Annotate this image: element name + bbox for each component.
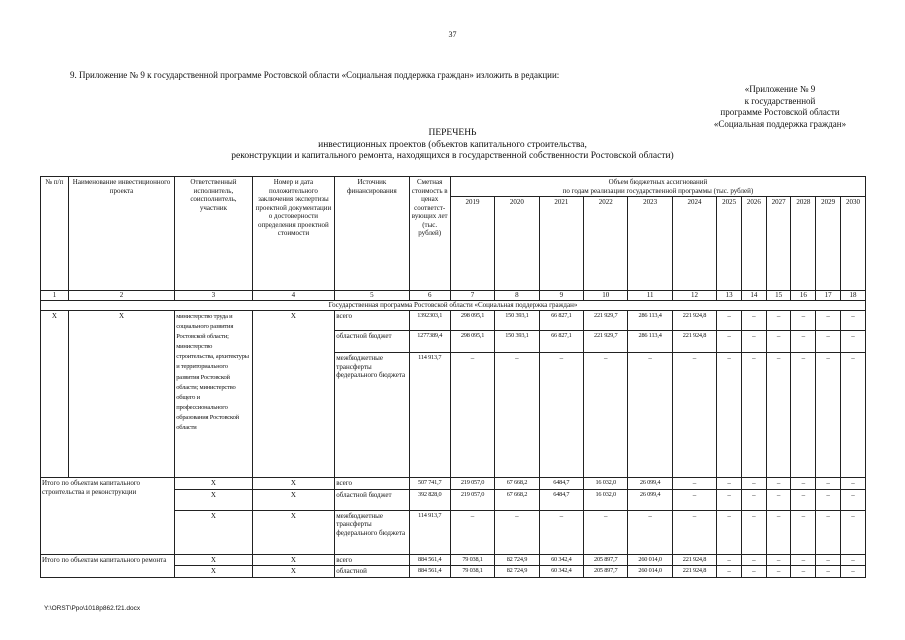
executor-cell: Х [175, 510, 252, 554]
value-cell: 79 038,1 [450, 554, 494, 566]
table-row [41, 311, 866, 331]
cost-cell: 114 913,7 [409, 353, 450, 478]
value-cell: 16 032,0 [584, 489, 628, 510]
value-cell: – [717, 489, 742, 510]
value-cell: – [741, 489, 766, 510]
value-cell: – [791, 510, 816, 554]
row-num: Х [41, 311, 69, 478]
table-header-row [41, 177, 866, 197]
value-cell: – [766, 554, 791, 566]
year-2023: 2023 [628, 197, 672, 291]
value-cell: 221 924,8 [672, 554, 716, 566]
value-cell: – [791, 489, 816, 510]
value-cell: – [816, 331, 841, 353]
value-cell: – [717, 478, 742, 490]
value-cell: – [841, 478, 866, 490]
value-cell: – [539, 353, 583, 478]
expertise-cell: Х [252, 478, 335, 490]
value-cell: – [766, 510, 791, 554]
value-cell: – [766, 566, 791, 578]
value-cell: – [791, 331, 816, 353]
source-cell: областной бюджет [335, 331, 409, 353]
value-cell: – [450, 353, 494, 478]
value-cell: – [717, 353, 742, 478]
value-cell: – [841, 510, 866, 554]
value-cell: 150 393,1 [495, 311, 539, 331]
header-cost: Сметная стоимость в ценах соответст-вующих лет (тыс. рублей) [409, 177, 450, 291]
value-cell: – [495, 510, 539, 554]
value-cell: 67 668,2 [495, 489, 539, 510]
year-2028: 2028 [791, 197, 816, 291]
value-cell: 82 724,9 [495, 566, 539, 578]
column-index-row [41, 291, 866, 301]
value-cell: – [717, 554, 742, 566]
value-cell: 6484,7 [539, 478, 583, 490]
value-cell: – [672, 353, 716, 478]
value-cell: – [791, 566, 816, 578]
source-cell: областной бюджет [335, 489, 409, 510]
cost-cell: 392 828,0 [409, 489, 450, 510]
heading-title: ПЕРЕЧЕНЬ [428, 128, 477, 138]
value-cell: 221 924,8 [672, 566, 716, 578]
value-cell: – [717, 331, 742, 353]
year-2027: 2027 [766, 197, 791, 291]
year-2024: 2024 [672, 197, 716, 291]
value-cell: – [672, 489, 716, 510]
index-cell: 5 [335, 291, 409, 301]
index-cell: 12 [672, 291, 716, 301]
value-cell: 205 897,7 [584, 566, 628, 578]
value-cell: – [741, 566, 766, 578]
program-title-row [41, 301, 866, 311]
value-cell: 221 924,8 [672, 311, 716, 331]
value-cell: 60 342,4 [539, 566, 583, 578]
value-cell: 221 924,8 [672, 331, 716, 353]
value-cell: – [741, 510, 766, 554]
source-cell: всего [335, 311, 409, 331]
value-cell: 6484,7 [539, 489, 583, 510]
value-cell: – [672, 510, 716, 554]
header-expertise: Номер и дата положительного заключения экспертизы проектной документации о достоверности определения проектной стоимости [252, 177, 335, 291]
index-cell: 10 [584, 291, 628, 301]
table-row [41, 478, 866, 490]
expertise-cell: Х [252, 311, 335, 478]
intro-paragraph: 9. Приложение № 9 к государственной программе Ростовской области «Социальная поддержка граждан» изложить в редакции: [70, 70, 560, 80]
index-cell: 15 [766, 291, 791, 301]
value-cell: 16 032,0 [584, 478, 628, 490]
appendix-note [680, 84, 880, 130]
value-cell: 286 113,4 [628, 331, 672, 353]
index-cell: 16 [791, 291, 816, 301]
index-cell: 18 [841, 291, 866, 301]
appendix-line-2: к государственной [744, 95, 816, 106]
value-cell: 260 014,0 [628, 554, 672, 566]
source-cell: всего [335, 554, 409, 566]
value-cell: 60 342,4 [539, 554, 583, 566]
header-volume-title: Объем бюджетных ассигнований [608, 178, 708, 186]
index-cell: 7 [450, 291, 494, 301]
total-construction-label: Итого по объектам капитального строительства и реконструкции [41, 478, 175, 555]
value-cell: – [791, 478, 816, 490]
value-cell: – [741, 353, 766, 478]
executor-cell: Х [175, 566, 252, 578]
page-number: 37 [448, 30, 457, 39]
index-cell: 2 [68, 291, 174, 301]
heading-line-2: инвестиционных проектов (объектов капитального строительства, [318, 139, 587, 150]
executor-cell: Х [175, 489, 252, 510]
year-2020: 2020 [495, 197, 539, 291]
value-cell: – [766, 478, 791, 490]
executor-cell: министерство труда и социального развития Ростовской области; министерство строительства, архитектуры и территориального развития Ростовской области; министерство общего и профессионального образования Ростовской области [175, 311, 252, 478]
appendix-line-1: «Приложение № 9 [744, 84, 816, 94]
source-cell: межбюджетные трансферты федерального бюджета [335, 510, 409, 554]
value-cell: – [816, 554, 841, 566]
value-cell: 150 393,1 [495, 331, 539, 353]
value-cell: – [816, 489, 841, 510]
index-cell: 4 [252, 291, 335, 301]
cost-cell: 1277389,4 [409, 331, 450, 353]
value-cell: – [766, 489, 791, 510]
executor-cell: Х [175, 554, 252, 566]
index-cell: 11 [628, 291, 672, 301]
index-cell: 3 [175, 291, 252, 301]
year-2022: 2022 [584, 197, 628, 291]
year-2026: 2026 [741, 197, 766, 291]
value-cell: – [741, 554, 766, 566]
value-cell: – [766, 353, 791, 478]
index-cell: 17 [816, 291, 841, 301]
year-2030: 2030 [841, 197, 866, 291]
cost-cell: 884 561,4 [409, 554, 450, 566]
value-cell: – [766, 311, 791, 331]
executor-cell: Х [175, 478, 252, 490]
cost-cell: 1392303,1 [409, 311, 450, 331]
value-cell: 219 057,0 [450, 489, 494, 510]
header-executor: Ответственный исполнитель, соисполнитель, участник [175, 177, 252, 291]
value-cell: – [672, 478, 716, 490]
value-cell: – [841, 331, 866, 353]
source-cell: областной [335, 566, 409, 578]
header-volume-subtitle: по годам реализации государственной программы (тыс. рублей) [562, 186, 754, 195]
investment-projects-table [40, 176, 866, 578]
cost-cell: 114 913,7 [409, 510, 450, 554]
heading-line-3: реконструкции и капитального ремонта, находящихся в государственной собственности Ростовской области) [231, 151, 674, 161]
value-cell: – [628, 353, 672, 478]
index-cell: 9 [539, 291, 583, 301]
value-cell: – [495, 353, 539, 478]
value-cell: – [841, 353, 866, 478]
value-cell: – [816, 510, 841, 554]
value-cell: 26 099,4 [628, 489, 672, 510]
expertise-cell: Х [252, 554, 335, 566]
program-title: Государственная программа Ростовской области «Социальная поддержка граждан» [41, 301, 866, 311]
value-cell: 82 724,9 [495, 554, 539, 566]
value-cell: 26 099,4 [628, 478, 672, 490]
value-cell: – [841, 566, 866, 578]
value-cell: – [741, 331, 766, 353]
index-cell: 8 [495, 291, 539, 301]
value-cell: – [717, 566, 742, 578]
value-cell: 221 929,7 [584, 331, 628, 353]
value-cell: 298 095,1 [450, 311, 494, 331]
cost-cell: 884 561,4 [409, 566, 450, 578]
value-cell: – [717, 311, 742, 331]
value-cell: – [450, 510, 494, 554]
value-cell: 286 113,4 [628, 311, 672, 331]
value-cell: – [816, 478, 841, 490]
expertise-cell: Х [252, 510, 335, 554]
value-cell: – [717, 510, 742, 554]
value-cell: – [539, 510, 583, 554]
value-cell: – [741, 311, 766, 331]
value-cell: 79 038,1 [450, 566, 494, 578]
value-cell: – [766, 331, 791, 353]
value-cell: 66 827,1 [539, 311, 583, 331]
value-cell: 260 014,0 [628, 566, 672, 578]
file-path-footer: Y:\ORST\Ppo\1018p862.f21.docx [44, 605, 141, 612]
year-2019: 2019 [450, 197, 494, 291]
value-cell: – [628, 510, 672, 554]
appendix-line-4: «Социальная поддержка граждан» [713, 118, 847, 129]
value-cell: 67 668,2 [495, 478, 539, 490]
value-cell: – [816, 353, 841, 478]
value-cell: – [841, 489, 866, 510]
value-cell: – [791, 353, 816, 478]
appendix-line-3: программе Ростовской области [720, 107, 840, 117]
index-cell: 1 [41, 291, 69, 301]
year-2021: 2021 [539, 197, 583, 291]
total-repair-label: Итого по объектам капитального ремонта [41, 554, 175, 577]
value-cell: – [816, 566, 841, 578]
value-cell: 219 057,0 [450, 478, 494, 490]
value-cell: – [841, 554, 866, 566]
value-cell: – [584, 353, 628, 478]
year-2025: 2025 [717, 197, 742, 291]
year-2029: 2029 [816, 197, 841, 291]
header-name: Наименование инвестиционного проекта [68, 177, 174, 291]
value-cell: – [791, 554, 816, 566]
header-num: № п/п [41, 177, 69, 291]
cost-cell: 507 741,7 [409, 478, 450, 490]
table-row [41, 554, 866, 566]
value-cell: 66 827,1 [539, 331, 583, 353]
value-cell: – [584, 510, 628, 554]
project-name: Х [68, 311, 174, 478]
value-cell: – [841, 311, 866, 331]
index-cell: 13 [717, 291, 742, 301]
header-source: Источник финансирования [335, 177, 409, 291]
source-cell: межбюджетные трансферты федерального бюджета [335, 353, 409, 478]
expertise-cell: Х [252, 566, 335, 578]
value-cell: – [816, 311, 841, 331]
document-heading [0, 128, 905, 163]
expertise-cell: Х [252, 489, 335, 510]
value-cell: 298 095,1 [450, 331, 494, 353]
header-volume [450, 177, 865, 197]
source-cell: всего [335, 478, 409, 490]
value-cell: – [741, 478, 766, 490]
index-cell: 6 [409, 291, 450, 301]
value-cell: 221 929,7 [584, 311, 628, 331]
value-cell: 205 897,7 [584, 554, 628, 566]
value-cell: – [791, 311, 816, 331]
index-cell: 14 [741, 291, 766, 301]
